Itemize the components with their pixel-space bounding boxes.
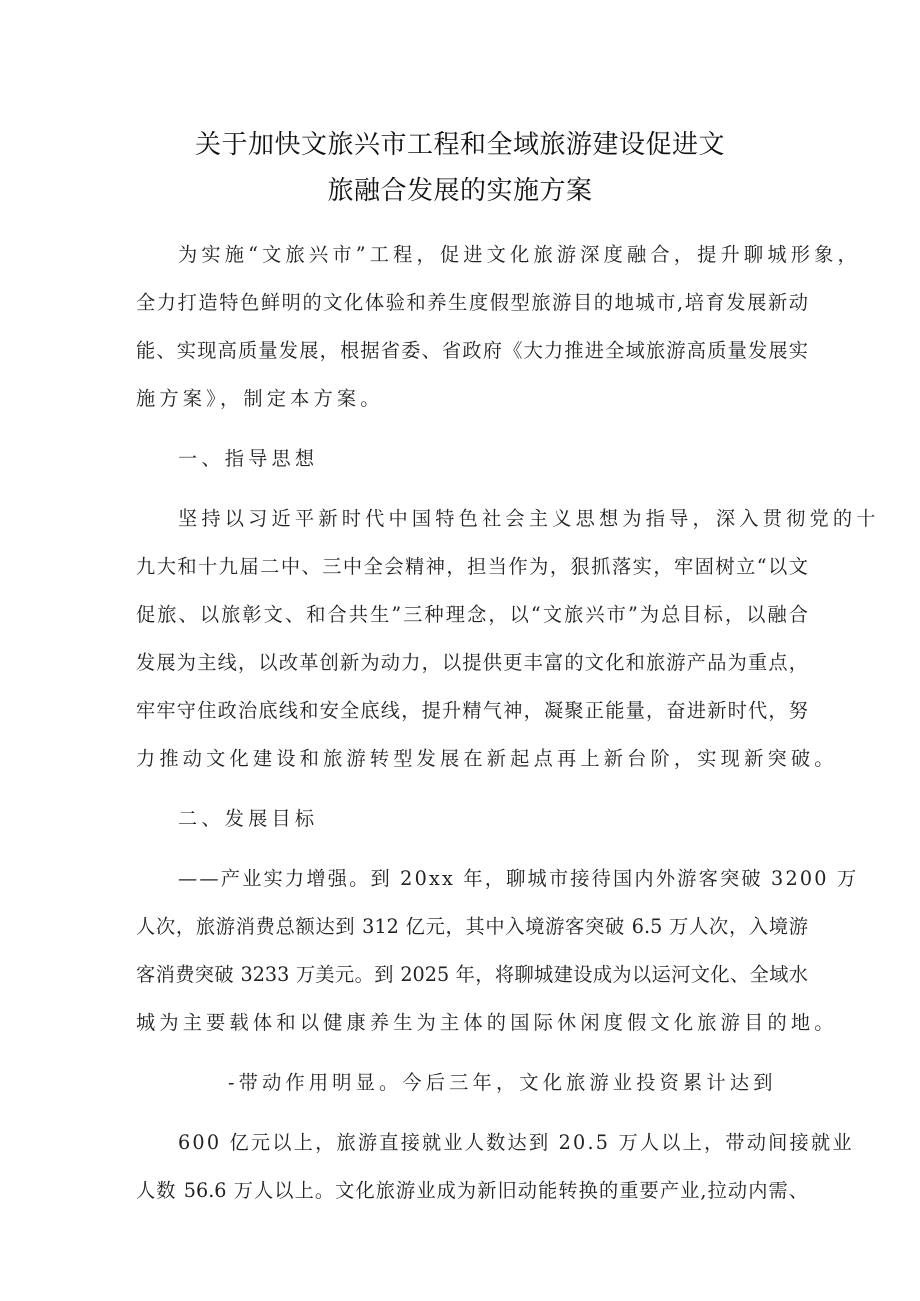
- document-title-line-2: 旅融合发展的实施方案: [327, 176, 593, 206]
- section2-para1-line-2: 人次，旅游消费总额达到 312 亿元，其中入境游客突破 6.5 万人次，入境游: [136, 915, 808, 938]
- section2-para2-line-2: 人数 56.6 万人以上。文化旅游业成为新旧动能转换的重要产业,拉动内需、: [136, 1179, 808, 1202]
- section2-para2-first-line: -带动作用明显。今后三年，文化旅游业投资累计达到: [228, 1071, 777, 1094]
- section2-para1-line-1: ——产业实力增强。到 20xx 年，聊城市接待国内外游客突破 3200 万: [178, 867, 859, 890]
- document-title-line-1: 关于加快文旅兴市工程和全域旅游建设促进文: [194, 130, 725, 160]
- section-heading-development-goals: 二、发展目标: [178, 807, 319, 830]
- intro-line-4: 施方案》，制定本方案。: [136, 387, 384, 410]
- intro-line-2: 全力打造特色鲜明的文化体验和养生度假型旅游目的地城市,培育发展新动: [136, 291, 808, 314]
- section2-para2-line-1: 600 亿元以上，旅游直接就业人数达到 20.5 万人以上，带动间接就业: [178, 1131, 854, 1154]
- section1-line-1: 坚持以习近平新时代中国特色社会主义思想为指导，深入贯彻党的十: [178, 507, 880, 530]
- section1-line-6: 力推动文化建设和旅游转型发展在新起点再上新台阶，实现新突破。: [136, 747, 838, 770]
- section1-line-2: 九大和十九届二中、三中全会精神，担当作为，狠抓落实，牢固树立“以文: [136, 555, 808, 578]
- section1-line-4: 发展为主线，以改革创新为动力，以提供更丰富的文化和旅游产品为重点，: [136, 651, 808, 674]
- section1-line-3: 促旅、以旅彰文、和合共生”三种理念，以“文旅兴市”为总目标，以融合: [136, 603, 808, 626]
- section-heading-guiding-thought: 一、指导思想: [178, 447, 319, 470]
- intro-line-3: 能、实现高质量发展，根据省委、省政府《大力推进全域旅游高质量发展实: [136, 339, 808, 362]
- intro-line-1: 为实施“文旅兴市”工程，促进文化旅游深度融合，提升聊城形象，: [178, 243, 861, 266]
- section2-para1-line-4: 城为主要载体和以健康养生为主体的国际休闲度假文化旅游目的地。: [136, 1011, 838, 1034]
- section1-line-5: 牢牢守住政治底线和安全底线，提升精气神，凝聚正能量，奋进新时代，努: [136, 699, 808, 722]
- section2-para1-line-3: 客消费突破 3233 万美元。到 2025 年，将聊城建设成为以运河文化、全域水: [136, 963, 808, 986]
